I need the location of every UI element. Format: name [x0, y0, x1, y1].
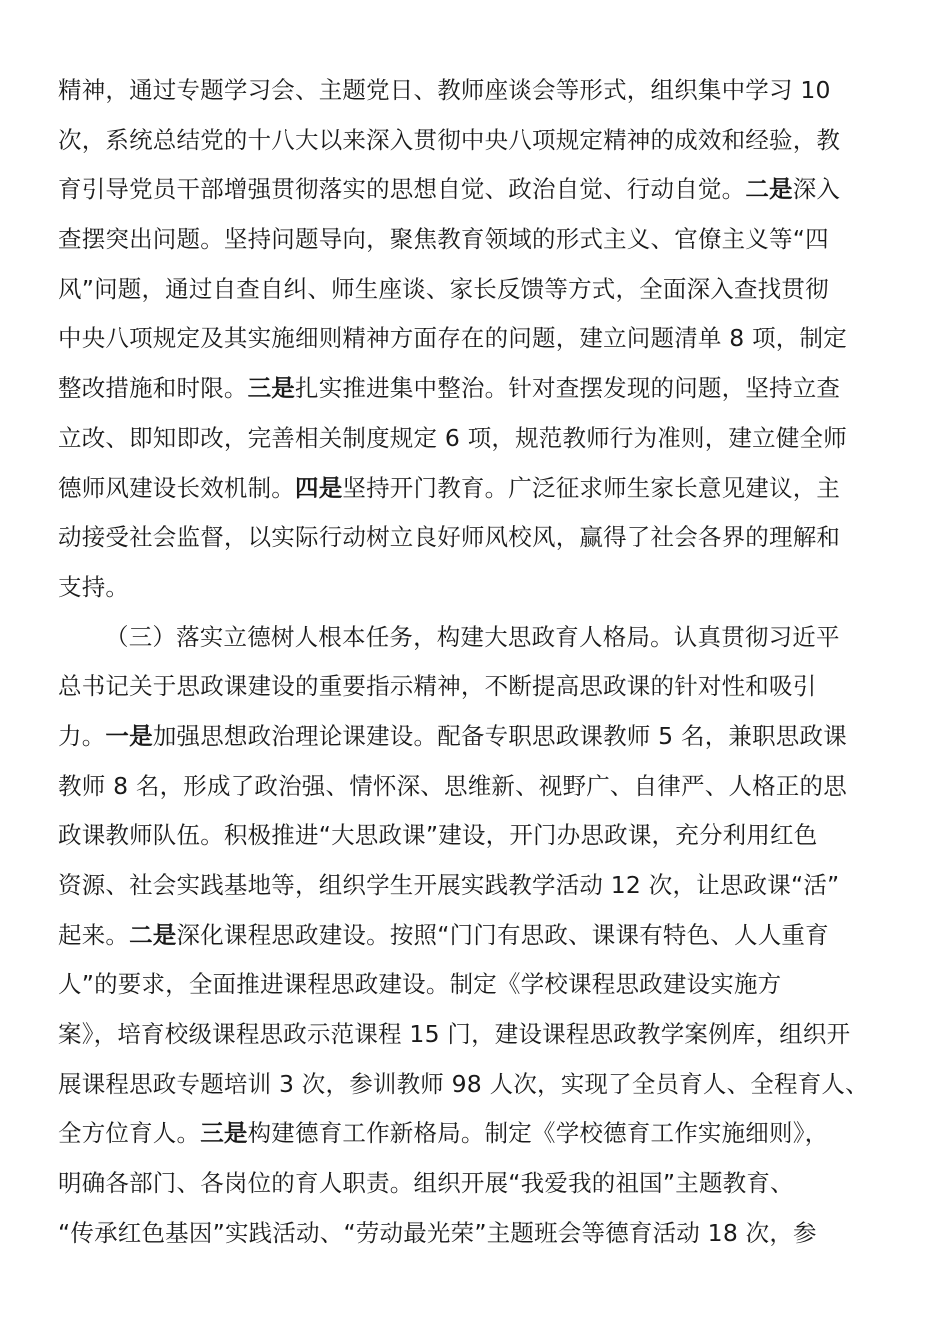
text-segment: 坚持开门教育。广泛征求师生家长意见建议，主	[342, 473, 841, 502]
text-segment: 加强思想政治理论课建设。配备专职思政课教师 5 名，兼职思政课	[152, 721, 847, 750]
text-line	[58, 215, 898, 265]
text-segment: 资源、社会实践基地等，组织学生开展实践教学活动 12 次，让思政课“活”	[58, 871, 840, 899]
text-segment: 案》，培育校级课程思政示范课程 15 门，建设课程思政教学案例库，组织开	[58, 1020, 851, 1049]
text-line	[58, 1209, 898, 1259]
text-line	[58, 116, 898, 166]
text-segment: 构建德育工作新格局。制定《学校德育工作实施细则》，	[247, 1119, 829, 1148]
text-line	[58, 1159, 898, 1209]
bold-keyword: 三是	[200, 1119, 248, 1148]
document-body	[58, 66, 898, 1259]
text-line	[58, 712, 898, 762]
text-line	[58, 314, 898, 364]
text-segment: 立改、即知即改，完善相关制度规定 6 项，规范教师行为准则，建立健全师	[58, 423, 847, 452]
text-line	[58, 1060, 898, 1110]
text-line	[58, 861, 898, 911]
text-segment: 整改措施和时限。	[58, 374, 248, 403]
text-segment: 精神，通过专题学习会、主题党日、教师座谈会等形式，组织集中学习 10	[58, 76, 831, 104]
text-segment: 人”的要求，全面推进课程思政建设。制定《学校课程思政建设实施方	[58, 970, 782, 999]
text-segment: “传承红色基因”实践活动、“劳动最光荣”主题班会等德育活动 18 次，参	[58, 1218, 817, 1247]
text-segment: 展课程思政专题培训 3 次，参训教师 98 人次，实现了全员育人、全程育人、	[58, 1069, 869, 1098]
text-segment: 支持。	[58, 572, 130, 601]
text-segment: 查摆突出问题。坚持问题导向，聚焦教育领域的形式主义、官僚主义等“四	[58, 225, 829, 254]
text-segment: 全方位育人。	[58, 1119, 201, 1148]
text-line	[58, 1010, 898, 1060]
text-segment: 力。	[58, 721, 106, 750]
text-segment: 德师风建设长效机制。	[58, 473, 295, 502]
bold-keyword: 一是	[105, 721, 153, 750]
text-line	[58, 265, 898, 315]
text-segment: 扎实推进集中整治。针对查摆发现的问题，坚持立查	[295, 374, 841, 403]
text-segment: 中央八项规定及其实施细则精神方面存在的问题，建立问题清单 8 项，制定	[58, 324, 847, 353]
text-segment: 明确各部门、各岗位的育人职责。组织开展“我爱我的祖国”主题教育、	[58, 1169, 794, 1198]
text-line	[58, 464, 898, 514]
text-line	[58, 960, 898, 1010]
text-segment: 起来。	[58, 920, 130, 949]
text-line	[58, 911, 898, 961]
text-line	[58, 165, 898, 215]
text-line	[58, 762, 898, 812]
text-line	[58, 414, 898, 464]
bold-keyword: 二是	[129, 920, 177, 949]
bold-keyword: 二是	[745, 175, 793, 204]
text-line	[58, 613, 898, 663]
text-line	[58, 563, 898, 613]
text-segment: 风”问题，通过自查自纠、师生座谈、家长反馈等方式，全面深入查找贯彻	[58, 274, 829, 303]
text-segment: （三）落实立德树人根本任务，构建大思政育人格局。认真贯彻习近平	[105, 622, 840, 651]
text-line	[58, 66, 898, 116]
text-line	[58, 811, 898, 861]
text-line	[58, 1109, 898, 1159]
text-segment: 政课教师队伍。积极推进“大思政课”建设，开门办思政课，充分利用红色	[58, 821, 818, 850]
text-segment: 动接受社会监督，以实际行动树立良好师风校风，赢得了社会各界的理解和	[58, 523, 841, 552]
text-segment: 次，系统总结党的十八大以来深入贯彻中央八项规定精神的成效和经验，教	[58, 125, 841, 154]
bold-keyword: 三是	[247, 374, 296, 403]
text-segment: 深入	[792, 175, 841, 204]
text-segment: 深化课程思政建设。按照“门门有思政、课课有特色、人人重育	[176, 920, 829, 949]
text-segment: 总书记关于思政课建设的重要指示精神，不断提高思政课的针对性和吸引	[58, 672, 817, 701]
bold-keyword: 四是	[295, 473, 343, 502]
text-segment: 育引导党员干部增强贯彻落实的思想自觉、政治自觉、行动自觉。	[58, 175, 746, 204]
text-line	[58, 364, 898, 414]
text-segment: 教师 8 名，形成了政治强、情怀深、思维新、视野广、自律严、人格正的思	[58, 771, 847, 800]
text-line	[58, 662, 898, 712]
text-line	[58, 513, 898, 563]
